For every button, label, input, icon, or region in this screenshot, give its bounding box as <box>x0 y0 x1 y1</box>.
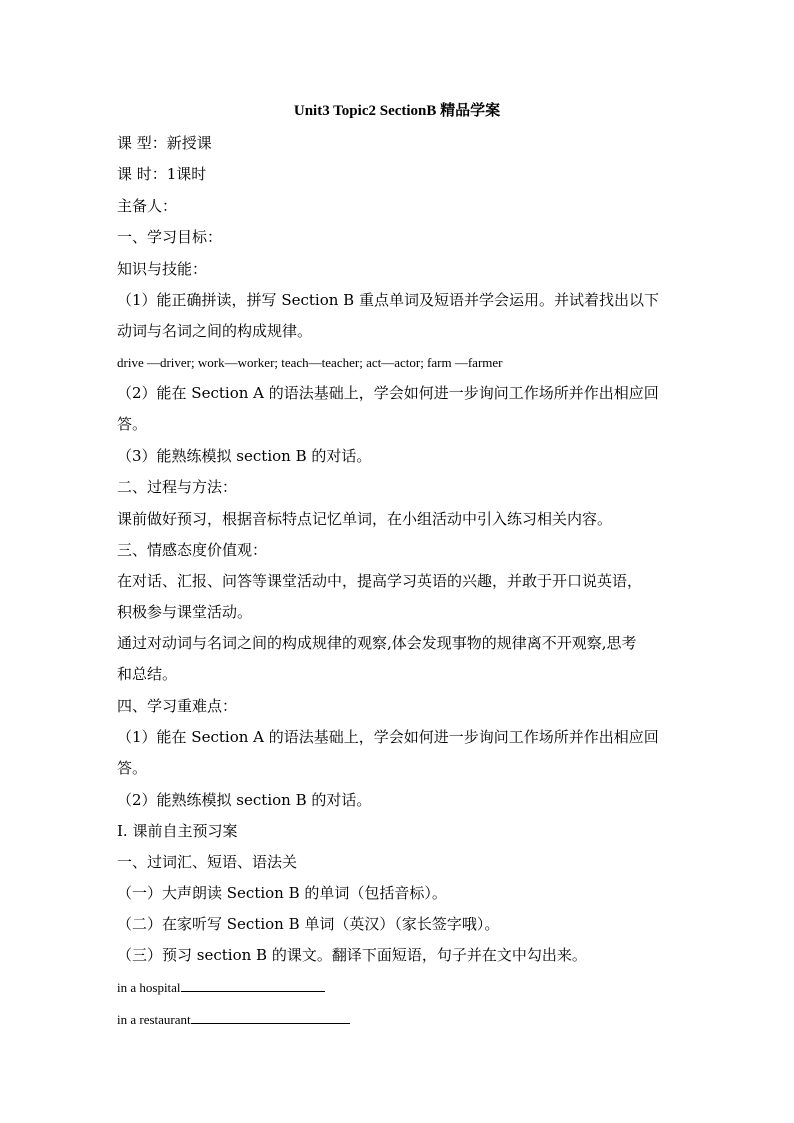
paragraph-line: （一）大声朗读 Section B 的单词（包括音标）。 <box>117 884 447 902</box>
exercise-label: in a restaurant <box>117 1012 191 1027</box>
paragraph-line: 在对话、汇报、问答等课堂活动中，提高学习英语的兴趣，并敢于开口说英语， <box>117 572 643 590</box>
paragraph-line: （1）能正确拼读，拼写 Section B 重点单词及短语并学会运用。并试着找出以下 <box>117 291 659 309</box>
paragraph-line: （3）能熟练模拟 section B 的对话。 <box>117 447 372 465</box>
subsection-heading: 知识与技能： <box>117 260 208 278</box>
paragraph-line: 答。 <box>117 759 148 777</box>
paragraph-line: （二）在家听写 Section B 单词（英汉）（家长签字哦）。 <box>117 915 500 933</box>
paragraph-line: （1）能在 Section A 的语法基础上，学会如何进一步询问工作场所并作出相应回 <box>117 728 659 746</box>
paragraph-line: （2）能熟练模拟 section B 的对话。 <box>117 791 372 809</box>
exercise-item <box>117 1009 697 1031</box>
section-heading: 一、学习目标： <box>117 228 223 246</box>
paragraph-line: 通过对动词与名词之间的构成规律的观察,体会发现事物的规律离不开观察,思考 <box>117 634 637 652</box>
document-title: Unit3 Topic2 SectionB 精品学案 <box>293 103 501 119</box>
paragraph-line: （三）预习 section B 的课文。翻译下面短语，句子并在文中勾出来。 <box>117 946 587 964</box>
section-heading: I. 课前自主预习案 <box>117 822 238 840</box>
paragraph-line: 和总结。 <box>117 665 178 683</box>
section-heading: 四、学习重难点： <box>117 697 238 715</box>
section-heading: 三、情感态度价值观： <box>117 541 268 559</box>
answer-blank[interactable] <box>191 1009 350 1024</box>
section-heading: 二、过程与方法： <box>117 478 238 496</box>
word-pairs-line: drive —driver; work—worker; teach—teacher; act—actor; farm —farmer <box>117 355 503 370</box>
exercise-label: in a hospital <box>117 980 181 995</box>
paragraph-line: 答。 <box>117 415 148 433</box>
course-type-line: 课 型：新授课 <box>117 134 212 152</box>
answer-blank[interactable] <box>181 977 325 992</box>
course-hours-line: 课 时：1课时 <box>117 165 207 183</box>
section-heading: 一、过词汇、短语、语法关 <box>117 853 298 871</box>
paragraph-line: （2）能在 Section A 的语法基础上，学会如何进一步询问工作场所并作出相应回 <box>117 384 659 402</box>
preparer-line: 主备人： <box>117 197 178 215</box>
exercise-item <box>117 977 697 999</box>
paragraph-line: 课前做好预习，根据音标特点记忆单词，在小组活动中引入练习相关内容。 <box>117 510 613 528</box>
paragraph-line: 积极参与课堂活动。 <box>117 603 253 621</box>
paragraph-line: 动词与名词之间的构成规律。 <box>117 322 313 340</box>
